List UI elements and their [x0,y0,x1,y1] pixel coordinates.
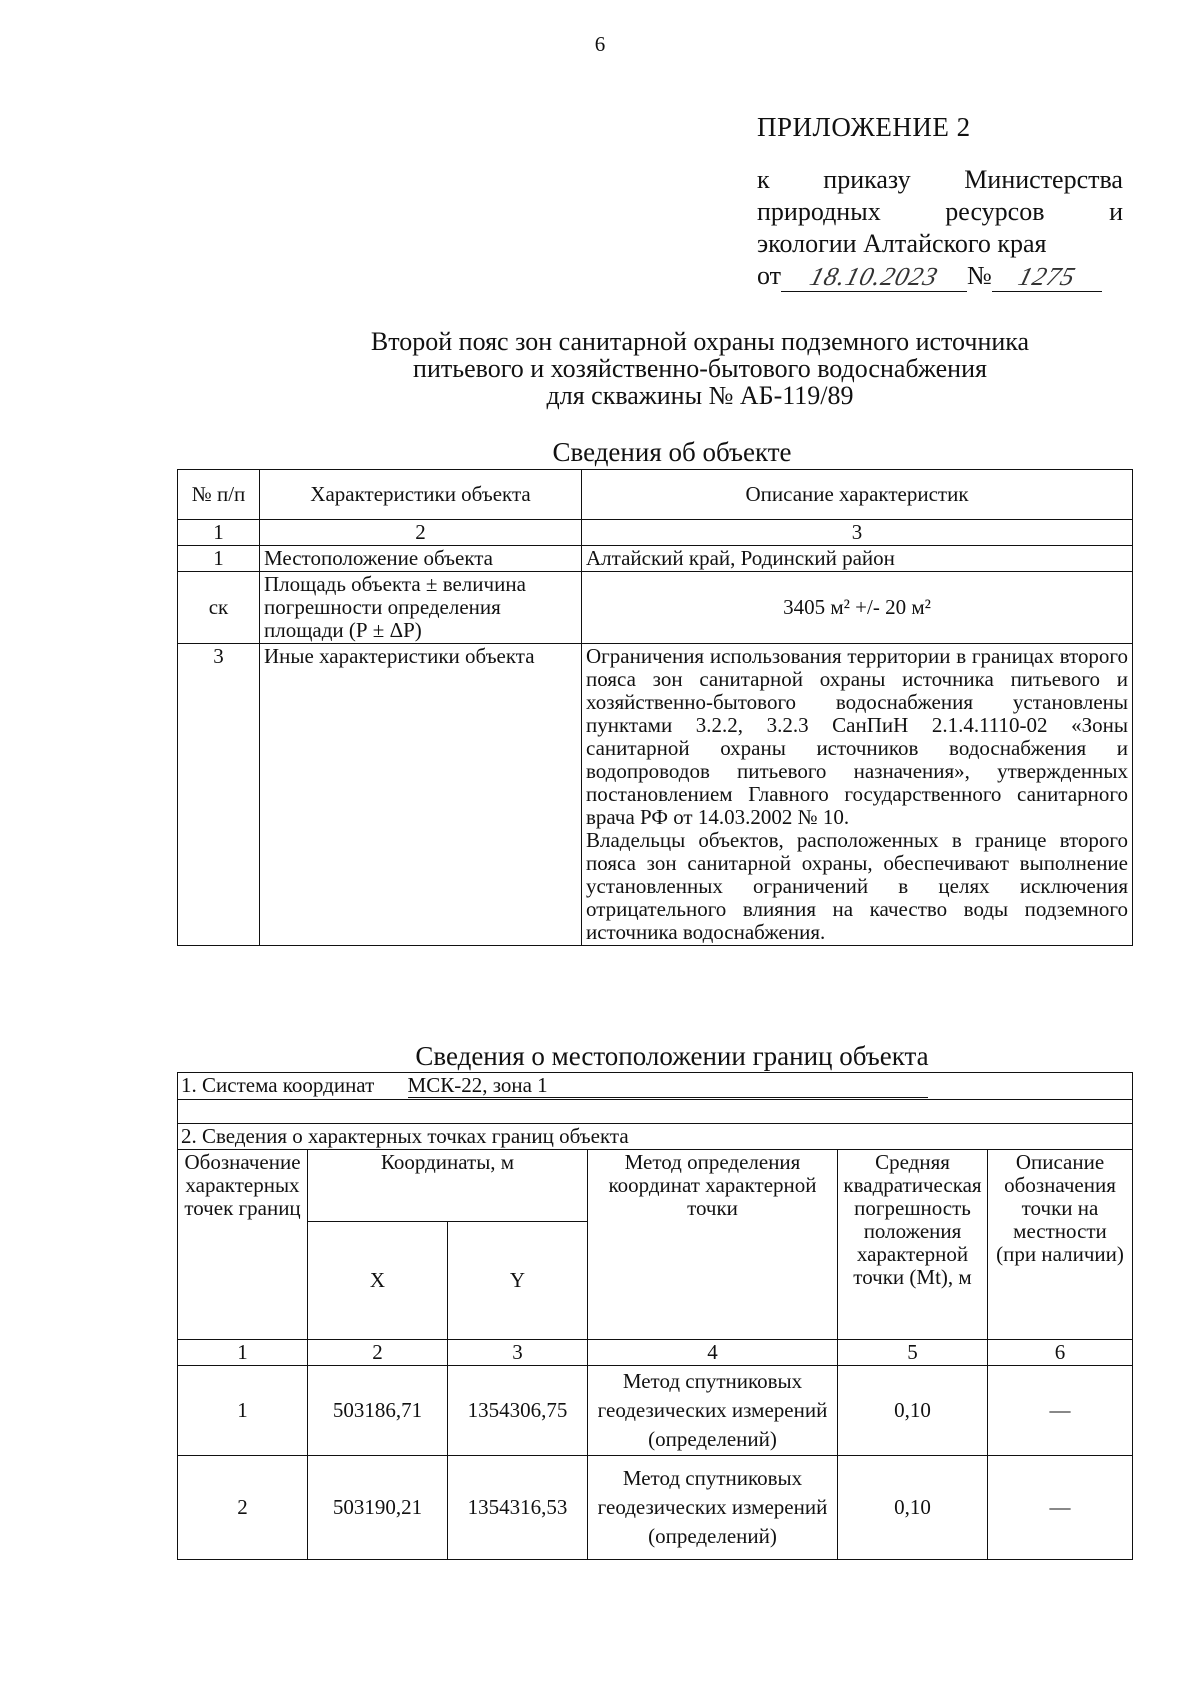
order-reference [757,164,1123,292]
description-paragraph: Владельцы объектов, расположенных в границе второго пояса зон санитарной охраны, обеспечивают выполнение установленных ограничений в целях исключения отрицательного влияния на качество воды подземного источника водоснабжения. [586,828,1128,944]
handwritten-number: 1275 [1015,262,1079,291]
point-description: — [988,1456,1133,1560]
table-row [178,1456,1133,1560]
order-date-field [781,262,967,292]
location-info-table [177,1072,1133,1560]
point-accuracy: 0,10 [838,1456,988,1560]
description-paragraph: Ограничения использования территории в границах второго пояса зон санитарной охраны источника питьевого и хозяйственно-бытового водоснабжения установлены пунктами 3.2.2, 3.2.3 СанПиН 2.1.4.1110-02 «Зоны санитарной охраны источников водоснабжения и водопроводов питьевого назначения», утвержденных постановлением Главного государственного санитарного врача РФ от 14.03.2002 № 10. [586,644,1128,829]
coord-system-row [178,1073,1133,1100]
point-description: — [988,1366,1133,1456]
column-number: 3 [582,520,1133,546]
points-label-row [178,1124,1133,1150]
point-id: 1 [178,1366,308,1456]
heading-line-1: Второй пояс зон санитарной охраны подземного источника [370,327,1030,356]
table-row [178,644,1133,946]
point-method: Метод спутниковых геодезических измерений (определений) [588,1366,838,1456]
appendix-title: ПРИЛОЖЕНИЕ 2 [757,112,971,142]
order-date-line [757,260,1123,292]
row-number: ск [178,572,260,644]
spacer-row [178,1100,1133,1124]
point-x: 503190,21 [308,1456,448,1560]
header-cell-x: X [308,1222,448,1340]
point-x: 503186,71 [308,1366,448,1456]
order-reference-line-3: экологии Алтайского края [757,229,1047,258]
header-cell: № п/п [178,470,260,520]
ref-word: ресурсов [945,197,1045,226]
row-description [582,644,1133,946]
order-number-field [992,262,1102,292]
column-number: 4 [588,1340,838,1366]
point-id: 2 [178,1456,308,1560]
header-cell: Характеристики объекта [260,470,582,520]
points-label-cell: 2. Сведения о характерных точках границ объекта [178,1124,1133,1150]
from-label: от [757,261,782,290]
heading-line-3: для скважины № АБ-119/89 [546,381,854,410]
row-number: 3 [178,644,260,946]
point-method: Метод спутниковых геодезических измерений (определений) [588,1456,838,1560]
column-number: 5 [838,1340,988,1366]
coord-system-label: 1. Система координат [181,1073,375,1097]
column-number: 3 [448,1340,588,1366]
order-reference-line-2 [757,196,1123,228]
header-cell-y: Y [448,1222,588,1340]
header-cell: Описание обозначения точки на местности (при наличии) [988,1150,1133,1340]
point-y: 1354316,53 [448,1456,588,1560]
object-info-table [177,469,1133,946]
column-number-row [178,520,1133,546]
ref-word: приказу [823,165,911,194]
document-heading [250,328,1150,409]
header-cell: Средняя квадратическая погрешность положения характерной точки (Mt), м [838,1150,988,1340]
coord-system-cell [178,1073,1133,1100]
point-y: 1354306,75 [448,1366,588,1456]
column-number-row [178,1340,1133,1366]
page-number: 6 [594,32,606,56]
spacer-cell [178,1100,1133,1124]
object-info-caption: Сведения об объекте [552,437,792,467]
column-number: 6 [988,1340,1133,1366]
ref-word: Министерства [964,165,1123,194]
table-header-row [178,470,1133,520]
row-description: 3405 м² +/- 20 м² [582,572,1133,644]
coord-system-value: МСК-22, зона 1 [408,1074,928,1098]
column-number: 2 [308,1340,448,1366]
table-row [178,572,1133,644]
heading-line-2: питьевого и хозяйственно-бытового водоснабжения [413,354,987,383]
table-row [178,1366,1133,1456]
column-number: 2 [260,520,582,546]
header-cell: Описание характеристик [582,470,1133,520]
column-number: 1 [178,1340,308,1366]
ref-word: и [1109,197,1123,226]
point-accuracy: 0,10 [838,1366,988,1456]
row-name: Площадь объекта ± величина погрешности определения площади (Р ± ΔР) [260,572,582,644]
header-cell: Координаты, м [308,1150,588,1222]
table-row [178,546,1133,572]
row-number: 1 [178,546,260,572]
ref-word: к [757,165,770,194]
header-cell: Обозначение характерных точек границ [178,1150,308,1340]
number-label: № [967,261,992,290]
table-header-row [178,1150,1133,1222]
header-cell: Метод определения координат характерной точки [588,1150,838,1340]
row-name: Иные характеристики объекта [260,644,582,946]
order-reference-line-1 [757,164,1123,196]
column-number: 1 [178,520,260,546]
location-info-caption: Сведения о местоположении границ объекта [415,1041,929,1071]
ref-word: природных [757,197,881,226]
handwritten-date: 18.10.2023 [806,262,942,291]
row-description: Алтайский край, Родинский район [582,546,1133,572]
row-name: Местоположение объекта [260,546,582,572]
